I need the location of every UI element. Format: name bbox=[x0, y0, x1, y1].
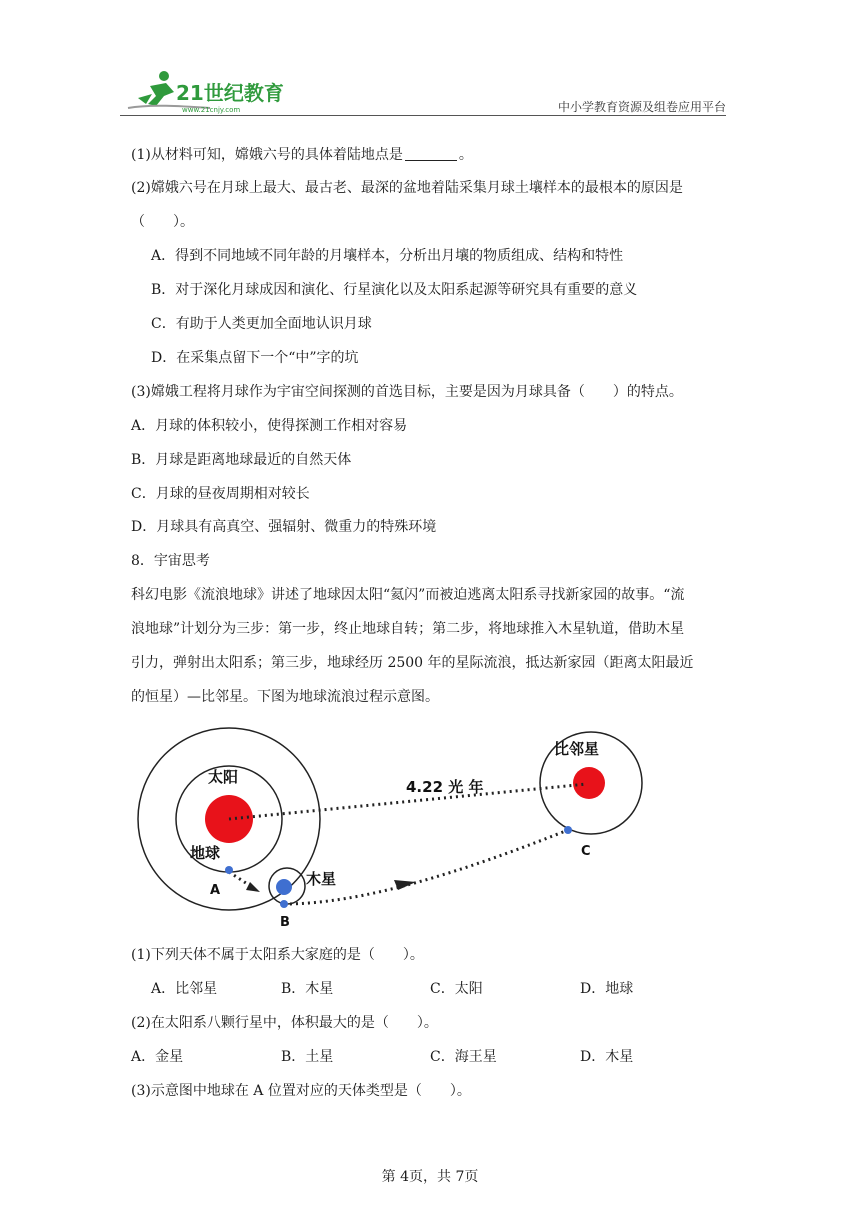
q8-sub2-option-d: D．木星 bbox=[580, 1049, 634, 1065]
wandering-earth-diagram bbox=[132, 722, 652, 934]
label-a: A bbox=[210, 883, 221, 898]
q8-material-3: 引力，弹射出太阳系；第三步，地球经历 2500 年的星际流浪，抵达新家园（距离太阳最近 bbox=[131, 655, 694, 671]
page-header bbox=[120, 66, 726, 116]
platform-name: 中小学教育资源及组卷应用平台 bbox=[557, 100, 726, 114]
q7-sub2-option-a: A．得到不同地域不同年龄的月壤样本，分析出月壤的物质组成、结构和特性 bbox=[151, 248, 624, 264]
point-c-marker bbox=[564, 826, 572, 834]
path-b-c bbox=[284, 830, 568, 904]
q8-sub2-stem: (2)在太阳系八颗行星中，体积最大的是（ ）。 bbox=[131, 1015, 438, 1031]
q7-sub2-option-c: C．有助于人类更加全面地认识月球 bbox=[151, 316, 372, 332]
q8-sub2-options bbox=[0, 1046, 860, 1066]
q8-sub2-option-a: A．金星 bbox=[131, 1049, 184, 1065]
q8-sub1-option-b: B．木星 bbox=[281, 981, 334, 997]
q7-sub2-stem-2: （ ）。 bbox=[131, 214, 194, 230]
label-c: C bbox=[581, 844, 591, 859]
q8-sub1-options bbox=[0, 978, 860, 998]
jupiter-icon bbox=[276, 879, 292, 895]
logo bbox=[120, 66, 300, 116]
q8-sub2-option-c: C．海王星 bbox=[430, 1049, 497, 1065]
q7-sub1 bbox=[131, 144, 473, 164]
q7-sub3-option-a: A．月球的体积较小，使得探测工作相对容易 bbox=[131, 418, 408, 434]
q8-material-2: 浪地球”计划分为三步：第一步，终止地球自转；第二步，将地球推入木星轨道，借助木星 bbox=[131, 621, 685, 637]
label-sun: 太阳 bbox=[208, 768, 239, 786]
q8-sub1-stem: (1)下列天体不属于太阳系大家庭的是（ ）。 bbox=[131, 947, 424, 963]
q8-title: 8．宇宙思考 bbox=[131, 553, 210, 569]
label-earth: 地球 bbox=[190, 844, 221, 862]
q7-sub1-suffix: 。 bbox=[458, 147, 473, 163]
q7-sub2-option-b: B．对于深化月球成因和演化、行星演化以及太阳系起源等研究具有重要的意义 bbox=[151, 282, 638, 298]
label-jupiter: 木星 bbox=[306, 870, 337, 888]
path-a-b bbox=[229, 872, 252, 887]
proxima-icon bbox=[573, 767, 605, 799]
q7-sub3-stem: (3)嫦娥工程将月球作为宇宙空间探测的首选目标，主要是因为月球具备（ ）的特点。 bbox=[131, 384, 683, 400]
label-b: B bbox=[280, 915, 290, 930]
q7-sub3-option-d: D．月球具有高真空、强辐射、微重力的特殊环境 bbox=[131, 519, 437, 535]
logo-text: 21世纪教育 bbox=[176, 81, 284, 105]
page-number: 第 4页，共 7页 bbox=[381, 1169, 479, 1185]
q7-sub2-option-d: D．在采集点留下一个“中”字的坑 bbox=[151, 350, 359, 366]
label-proxima: 比邻星 bbox=[554, 740, 600, 758]
q7-sub3-option-c: C．月球的昼夜周期相对较长 bbox=[131, 486, 310, 502]
header-divider bbox=[120, 115, 726, 116]
q8-sub3-stem: (3)示意图中地球在 A 位置对应的天体类型是（ ）。 bbox=[131, 1083, 471, 1099]
q8-sub1-option-c: C．太阳 bbox=[430, 981, 483, 997]
label-distance: 4.22 光 年 bbox=[406, 778, 484, 796]
q8-material-4: 的恒星）—比邻星。下图为地球流浪过程示意图。 bbox=[131, 689, 439, 705]
q7-sub3-option-b: B．月球是距离地球最近的自然天体 bbox=[131, 452, 352, 468]
arrow-icon bbox=[246, 882, 260, 892]
q7-sub1-text: (1)从材料可知，嫦娥六号的具体着陆地点是 bbox=[131, 147, 403, 163]
point-a-marker bbox=[225, 866, 233, 874]
q7-sub2-stem-1: (2)嫦娥六号在月球上最大、最古老、最深的盆地着陆采集月球土壤样本的最根本的原因是 bbox=[131, 180, 683, 196]
logo-url: www.21cnjy.com bbox=[182, 106, 241, 114]
q8-sub1-option-d: D．地球 bbox=[580, 981, 634, 997]
answer-blank[interactable] bbox=[405, 146, 457, 161]
point-b-marker bbox=[280, 900, 288, 908]
q8-material-1: 科幻电影《流浪地球》讲述了地球因太阳“氦闪”而被迫逃离太阳系寻找新家园的故事。“流 bbox=[131, 587, 685, 603]
q8-sub2-option-b: B．土星 bbox=[281, 1049, 334, 1065]
q8-sub1-option-a: A．比邻星 bbox=[151, 981, 218, 997]
